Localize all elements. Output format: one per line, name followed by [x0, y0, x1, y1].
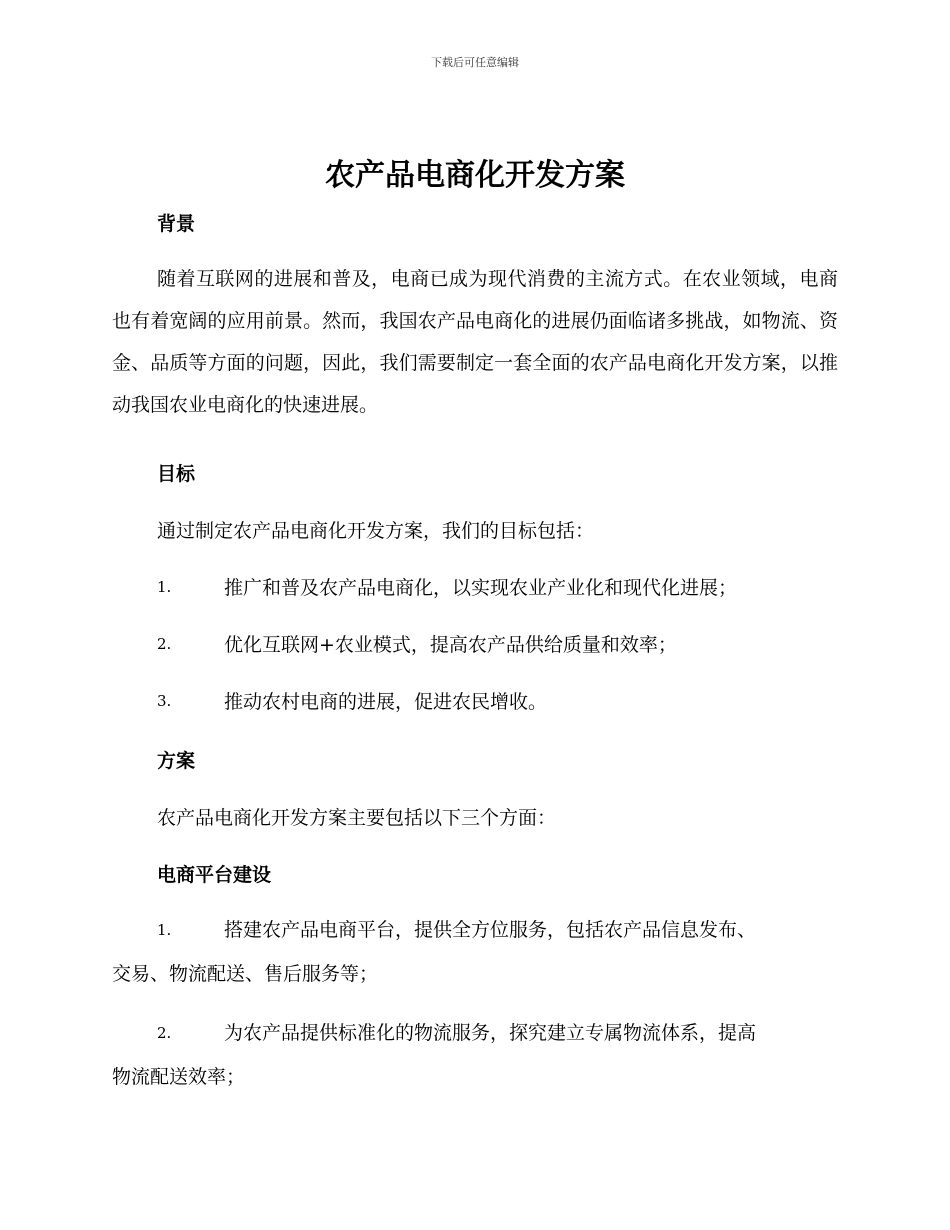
platform-item-number: 1.	[157, 921, 172, 939]
document-title: 农产品电商化开发方案	[325, 158, 625, 193]
platform-item-first-line	[112, 1011, 838, 1055]
goal-item-number: 2.	[157, 635, 172, 653]
background-paragraph: 随着互联网的进展和普及，电商已成为现代消费的主流方式。在农业领域，电商也有着宽阔的应用前景。然而，我国农产品电商化的进展仍面临诸多挑战，如物流、资金、品质等方面的问题，因此，我们需要制定一套全面的农产品电商化开发方案，以推动我国农业电商化的快速进展。	[112, 268, 838, 416]
platform-item-text: 搭建农产品电商平台，提供全方位服务，包括农产品信息发布、	[224, 919, 757, 941]
platform-item-first-line	[112, 908, 838, 952]
goal-item-text: 推广和普及农产品电商化，以实现农业产业化和现代化进展；	[224, 577, 738, 599]
platform-item-text: 为农产品提供标准化的物流服务，探究建立专属物流体系，提高	[224, 1022, 757, 1044]
section-heading-plan: 方案	[157, 750, 196, 772]
goal-item-text: 推动农村电商的进展，促进农民增收。	[224, 691, 548, 713]
platform-item-continuation: 交易、物流配送、售后服务等；	[112, 963, 379, 985]
goal-item-number: 3.	[157, 692, 172, 710]
platform-item-number: 2.	[157, 1024, 172, 1042]
goal-item-text: 优化互联网+农业模式，提高农产品供给质量和效率；	[224, 634, 677, 656]
plan-intro: 农产品电商化开发方案主要包括以下三个方面：	[157, 807, 557, 829]
section-heading-goals: 目标	[157, 463, 196, 485]
header-note: 下载后可任意编辑	[431, 56, 519, 69]
platform-item	[112, 908, 838, 996]
goal-item-number: 1.	[157, 578, 172, 596]
platform-item	[112, 1011, 838, 1099]
goals-intro: 通过制定农产品电商化开发方案，我们的目标包括：	[157, 520, 595, 542]
section-heading-background: 背景	[157, 213, 196, 235]
section-heading-platform: 电商平台建设	[157, 864, 272, 886]
platform-item-continuation: 物流配送效率；	[112, 1066, 246, 1088]
